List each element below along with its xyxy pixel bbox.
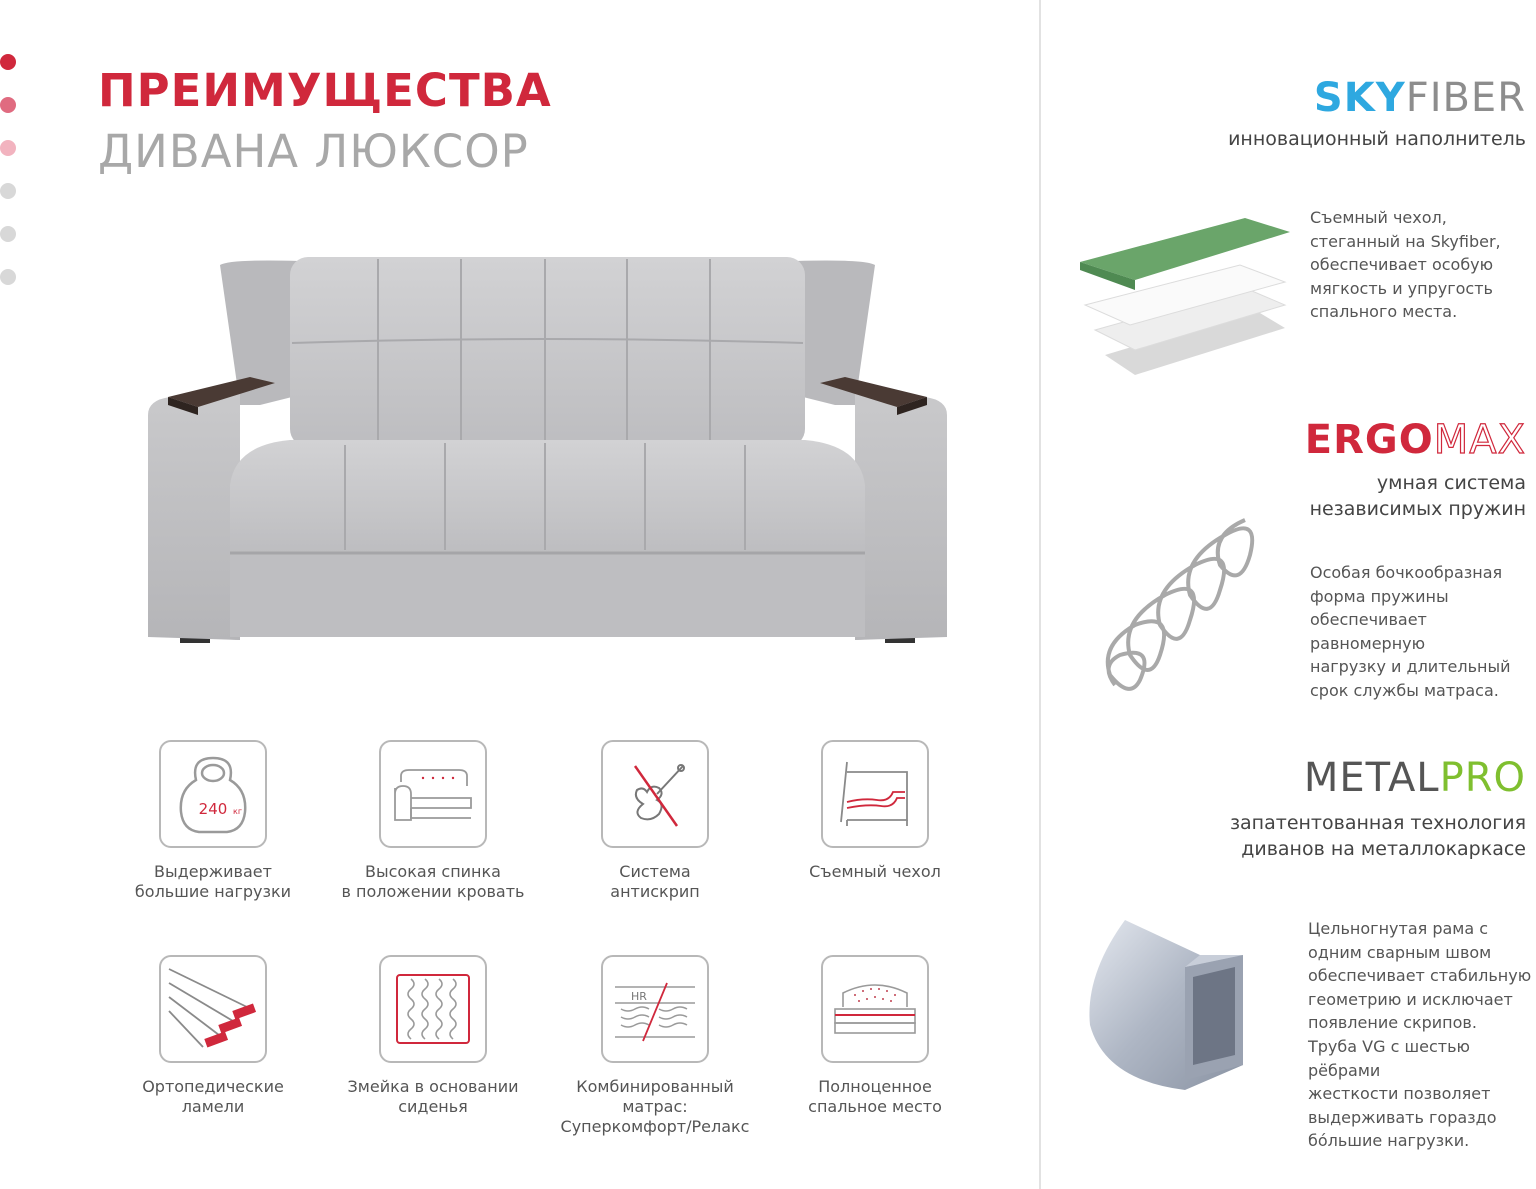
skyfiber-layers-image	[1075, 210, 1295, 380]
removable-cover-icon	[821, 740, 929, 848]
metal-profile-image	[1085, 915, 1250, 1095]
feature-caption: Высокая спинка в положении кровать	[341, 862, 525, 901]
spring-image	[1095, 495, 1270, 705]
kettlebell-icon	[159, 740, 267, 848]
skyfiber-subtitle: инновационный наполнитель	[1228, 128, 1526, 150]
feature-caption: Змейка в основании сиденья	[347, 1077, 519, 1116]
feature-mattress	[555, 955, 755, 1137]
skyfiber-brand	[1228, 75, 1526, 152]
combined-mattress-icon	[601, 955, 709, 1063]
ergomax-description: Особая бочкообразная форма пружины обеспечивает равномерную нагрузку и длительный срок службы матраса.	[1310, 563, 1511, 700]
title-line-2: ДИВАНА ЛЮКСОР	[98, 125, 529, 178]
page-title	[98, 64, 552, 178]
nav-dot-2[interactable]	[0, 97, 16, 113]
zigzag-springs-icon	[379, 955, 487, 1063]
feature-high-back	[333, 740, 533, 902]
load-badge-unit: кг	[233, 807, 243, 816]
orthopedic-slats-icon	[159, 955, 267, 1063]
nav-dot-6[interactable]	[0, 269, 16, 285]
ergomax-logo: ERGOMAX	[1304, 417, 1526, 463]
metalpro-description: Цельногнутая рама с одним сварным швом обеспечивает стабильную геометрию и исключает появление скрипов. Труба VG с шестью рёбрами жесткости позволяет выдерживать гораздо бóльшие нагрузки.	[1308, 919, 1532, 1151]
skyfiber-logo: SKYFIBER	[1313, 75, 1526, 121]
feature-caption: Ортопедические ламели	[142, 1077, 284, 1116]
column-divider	[1039, 0, 1041, 1189]
no-squeak-violin-icon	[601, 740, 709, 848]
feature-caption: Комбинированный матрас: Суперкомфорт/Релакс	[560, 1077, 750, 1136]
feature-anti-squeak	[555, 740, 755, 902]
feature-caption: Выдерживает большие нагрузки	[134, 862, 292, 901]
load-badge: 240	[198, 800, 228, 818]
metalpro-brand	[1229, 755, 1526, 862]
nav-dot-3[interactable]	[0, 140, 16, 156]
ergomax-subtitle: умная система независимых пружин	[1309, 472, 1526, 520]
skyfiber-description: Съемный чехол, стеганный на Skyfiber, обеспечивает особую мягкость и упругость спального места.	[1310, 208, 1501, 322]
nav-dot-4[interactable]	[0, 183, 16, 199]
feature-caption: Система антискрип	[610, 862, 700, 901]
feature-caption: Съемный чехол	[809, 862, 941, 881]
feature-caption: Полноценное спальное место	[808, 1077, 942, 1116]
feature-slats	[113, 955, 313, 1117]
metalpro-subtitle: запатентованная технология диванов на металлокаркасе	[1229, 812, 1526, 860]
feature-removable-cover	[775, 740, 975, 882]
feature-zigzag	[333, 955, 533, 1117]
feature-load	[113, 740, 313, 902]
nav-dot-1[interactable]	[0, 54, 16, 70]
nav-dot-5[interactable]	[0, 226, 16, 242]
sofa-bed-icon	[379, 740, 487, 848]
full-bed-icon	[821, 955, 929, 1063]
metalpro-logo: METALPRO	[1303, 755, 1526, 801]
mattress-hr-badge: HR	[631, 990, 647, 1003]
title-line-1: ПРЕИМУЩЕСТВА	[98, 64, 552, 117]
ergomax-brand	[1304, 417, 1526, 522]
sofa-image	[140, 245, 955, 665]
feature-full-bed	[775, 955, 975, 1117]
